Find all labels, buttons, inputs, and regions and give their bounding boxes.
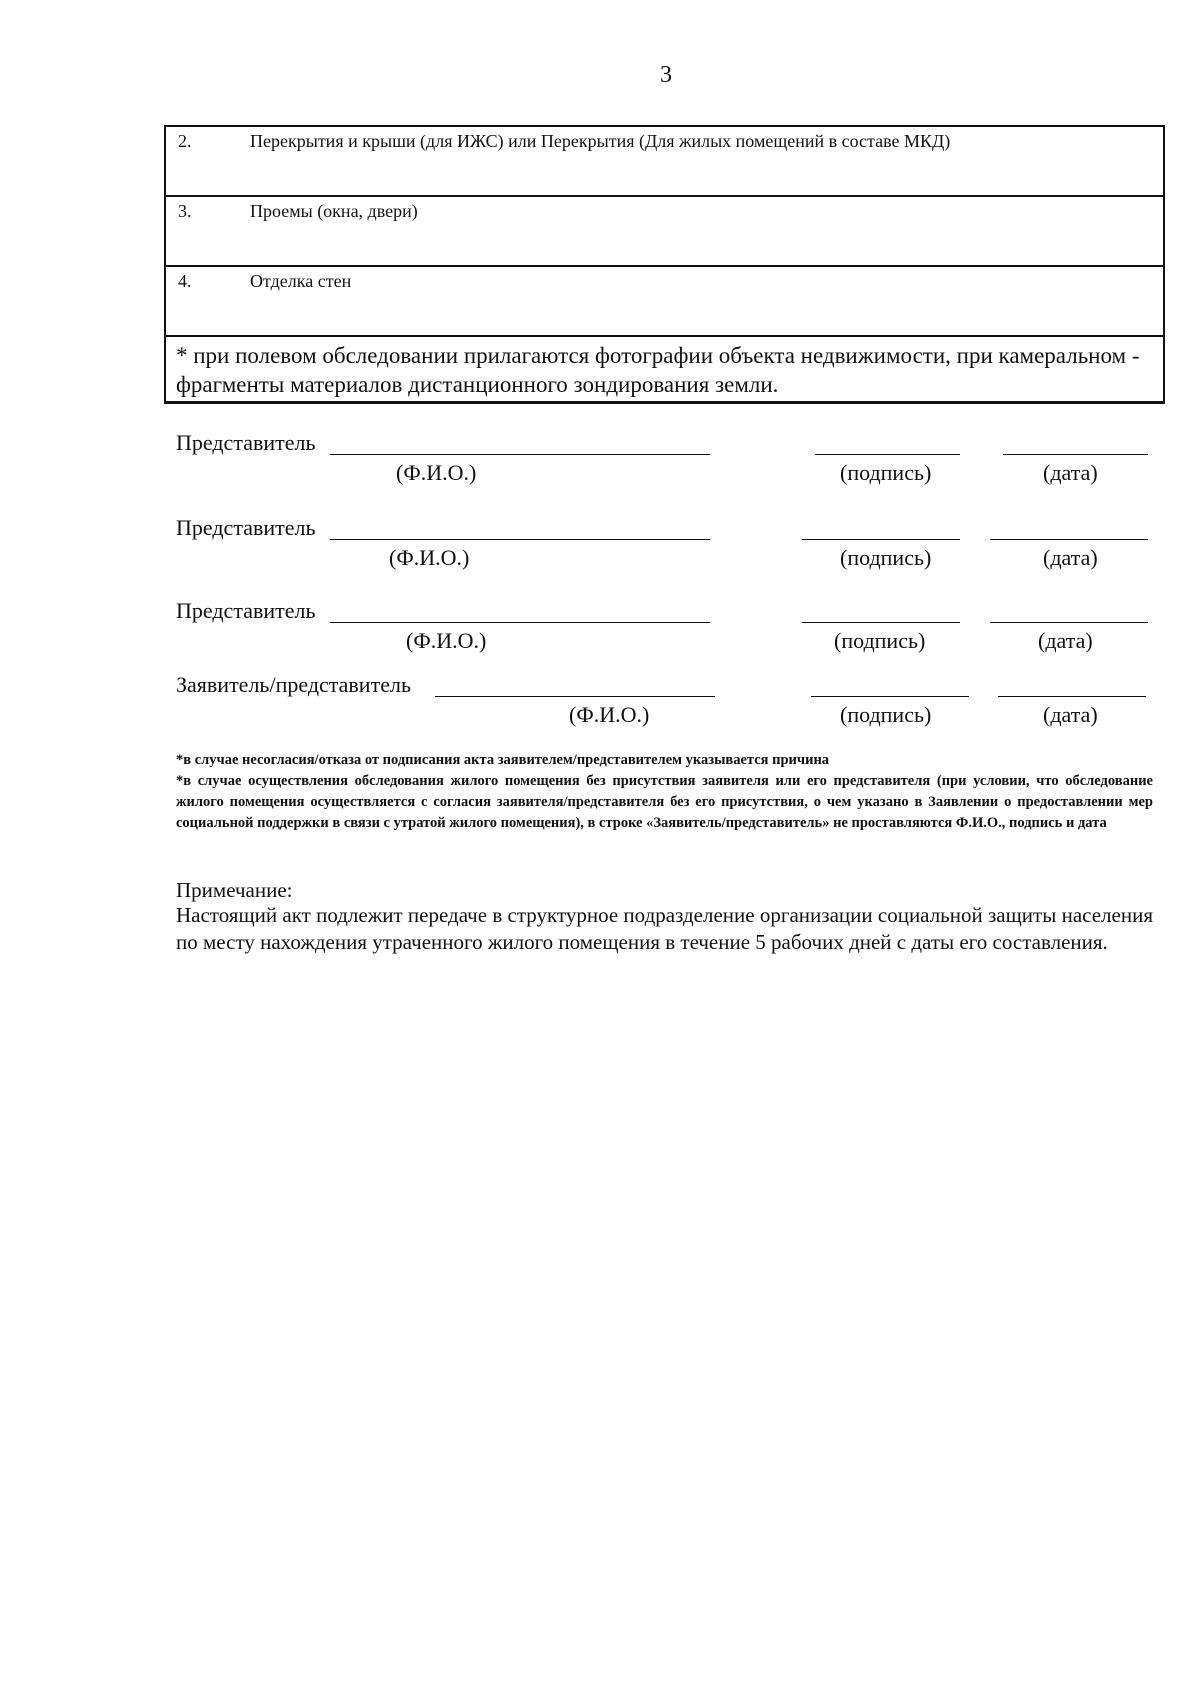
signature-caption: (подпись): [840, 545, 932, 570]
signature-block-2: [0, 515, 1200, 575]
footnote-absence: *в случае осуществления обследования жилого помещения без присутствия заявителя или его представителя (при условии, что обследование жилого помещения осуществляется с согласия заявителя/представителя без его присутствия, о чем указано в Заявлении о предоставлении мер социальной поддержки в связи с утратой жилого помещения), в строке «Заявитель/представитель» не проставляются Ф.И.О., подпись и дата: [176, 773, 1153, 831]
signature-block-4: [0, 672, 1200, 732]
date-line: [990, 622, 1148, 623]
footnotes: [176, 750, 1153, 834]
row-number: 3.: [178, 201, 192, 221]
table-row: [166, 267, 1163, 337]
table-row: [166, 127, 1163, 197]
signature-block-1: [0, 430, 1200, 490]
fio-caption: (Ф.И.О.): [389, 545, 470, 570]
note-text: Настоящий акт подлежит передаче в структурное подразделение организации социальной защиты населения по месту нахождения утраченного жилого помещения в течение 5 рабочих дней с даты его составления.: [176, 903, 1153, 954]
signatory-label: Представитель: [176, 430, 316, 455]
date-caption: (дата): [1043, 545, 1098, 570]
signature-line: [802, 622, 960, 623]
footnote-refusal: *в случае несогласия/отказа от подписания акта заявителем/представителем указывается причина: [176, 752, 830, 768]
inspection-table: [164, 125, 1165, 404]
table-row: [166, 197, 1163, 267]
signatory-label: Заявитель/представитель: [176, 672, 411, 697]
signature-caption: (подпись): [834, 628, 926, 653]
table-footnote: * при полевом обследовании прилагаются фотографии объекта недвижимости, при камеральном - фрагменты материалов дистанционного зондирования земли.: [176, 343, 1140, 397]
fio-line: [330, 454, 710, 455]
signature-caption: (подпись): [840, 460, 932, 485]
signature-line: [802, 539, 960, 540]
fio-line: [330, 622, 710, 623]
fio-line: [330, 539, 710, 540]
row-label: Перекрытия и крыши (для ИЖС) или Перекрытия (Для жилых помещений в составе МКД): [250, 131, 951, 151]
date-caption: (дата): [1043, 460, 1098, 485]
signatory-label: Представитель: [176, 515, 316, 540]
date-caption: (дата): [1043, 702, 1098, 727]
fio-line: [435, 696, 715, 697]
signature-block-3: [0, 598, 1200, 658]
signature-caption: (подпись): [840, 702, 932, 727]
fio-caption: (Ф.И.О.): [569, 702, 650, 727]
note-heading: Примечание:: [176, 878, 293, 902]
row-label: Отделка стен: [250, 271, 352, 291]
row-number: 4.: [178, 271, 192, 291]
row-label: Проемы (окна, двери): [250, 201, 418, 221]
date-line: [998, 696, 1146, 697]
fio-caption: (Ф.И.О.): [406, 628, 487, 653]
page-number: 3: [660, 62, 672, 88]
signature-line: [815, 454, 960, 455]
date-line: [990, 539, 1148, 540]
fio-caption: (Ф.И.О.): [396, 460, 477, 485]
signatory-label: Представитель: [176, 598, 316, 623]
date-caption: (дата): [1038, 628, 1093, 653]
row-number: 2.: [178, 131, 192, 151]
date-line: [1003, 454, 1148, 455]
signature-line: [811, 696, 969, 697]
